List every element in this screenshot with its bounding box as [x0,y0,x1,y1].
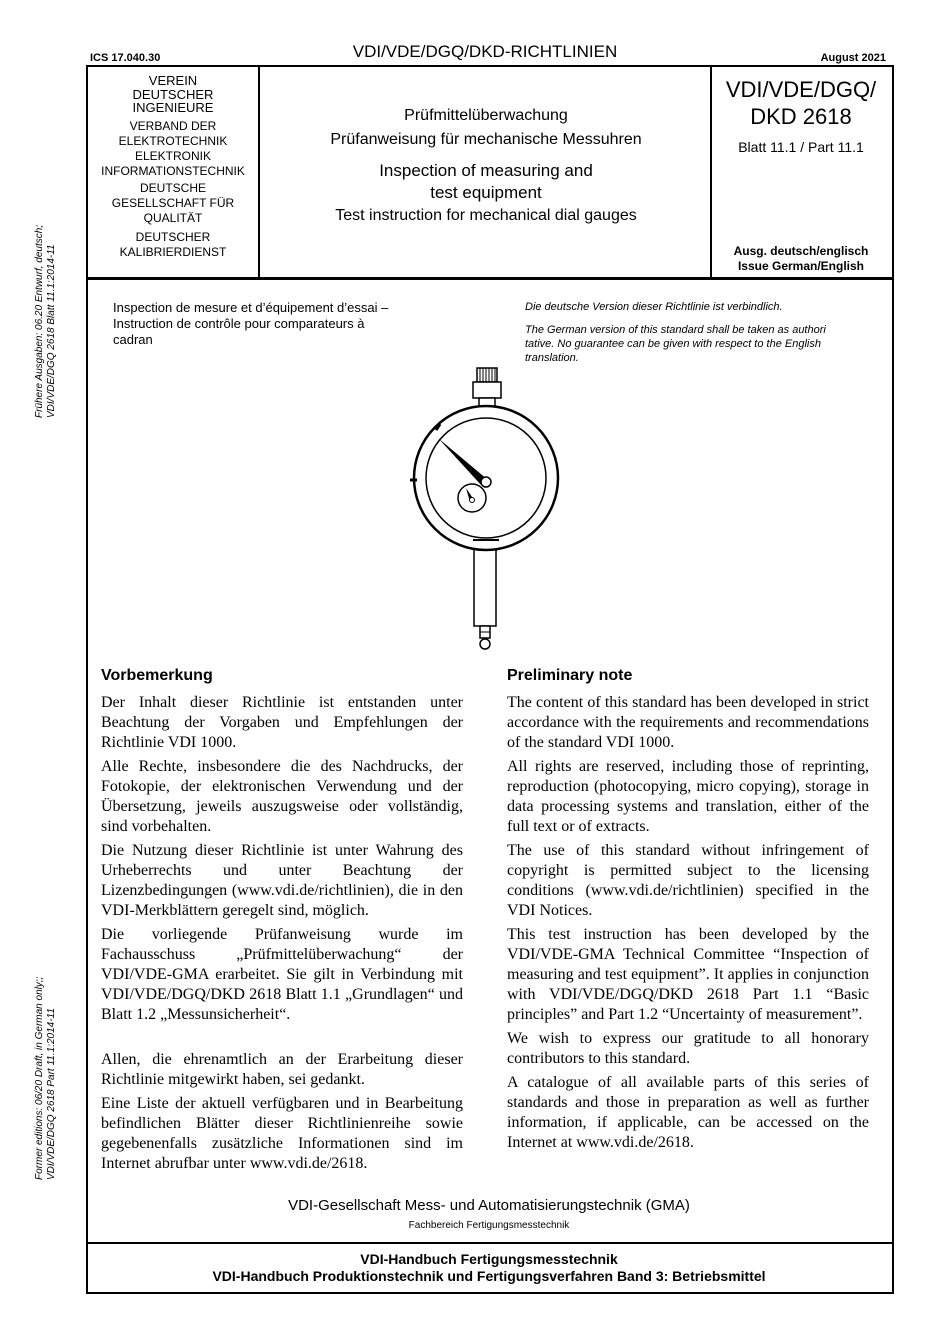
preface-de-p4: Die vorliegende Prüfanweisung wurde im Fachausschuss „Prüfmittelüberwachung“ der VDI/VDE-GMA erarbeitet. Sie gilt in Verbindung mit VDI/VDE/DGQ/DKD 2618 Blatt 1.1 „Grundlagen“ und Blatt 1.2 „Messunsicherheit“. [101,926,463,1023]
validity-note-de: Die deutsche Version dieser Richtlinie ist verbindlich. [525,301,783,313]
preface-en-p1: The content of this standard has been developed in strict accordance with the requirements and recommendations of the standard VDI 1000. [507,694,869,751]
preface-de-p5: Allen, die ehrenamtlich an der Erarbeitung dieser Richtlinie mitgewirkt haben, sei gedankt. [101,1051,463,1088]
preface-de [101,666,463,1178]
preface-de-p6: Eine Liste der aktuell verfügbaren und in Bearbeitung befindlichen Blätter dieser Richtlinienreihe sowie gegebenenfalls zusätzliche Informationen sind im Internet abrufbar unter www.vdi.de/2618. [101,1095,463,1172]
validity-note-en: The German version of this standard shall be taken as authori tative. No guarantee can be given with respect to the English translation. [525,324,826,364]
publisher-dkd: DEUTSCHER KALIBRIERDIENST [119,229,227,259]
publisher-vdi: VEREIN DEUTSCHER INGENIEURE [132,73,214,115]
title-de-main: Prüfmittelüberwachung [404,107,568,124]
title-block [262,106,710,226]
publisher-dgq: DEUTSCHE GESELLSCHAFT FÜR QUALITÄT [111,180,235,225]
title-en-sub: Test instruction for mechanical dial gauges [335,207,637,224]
french-title: Inspection de mesure et d’équipement d’essai – Instruction de contrôle pour comparateurs à cadran [113,300,389,347]
issue-language: Ausg. deutsch/englisch Issue German/English [733,244,869,273]
dial-gauge-illustration [400,362,580,657]
preface-en-p2: All rights are reserved, including those of reprinting, reproduction (photocopying, micro copying), storage in data processing systems and translation, either of the full text or of extracts. [507,758,869,835]
preface-en [507,666,869,1157]
preface-en-heading: Preliminary note [507,667,633,684]
preface-de-heading: Vorbemerkung [101,667,213,684]
document-part: Blatt 11.1 / Part 11.1 [738,139,864,155]
society-name: VDI-Gesellschaft Mess- und Automatisierungstechnik (GMA) [288,1197,690,1214]
header-divider-left [258,66,260,278]
header-bottom-rule [86,277,894,280]
former-editions-en: Former editions: 06/20 Draft, in German only;; VDI/VDE/DGQ 2618 Part 11.1:2014-11 [34,976,57,1180]
top-knob [473,368,501,408]
preface-de-p2: Alle Rechte, insbesondere die des Nachdrucks, der Fotokopie, der elektronischen Verwendung und der Übersetzung, jeweils auszugsweise oder vollständig, sind vorbehalten. [101,758,463,835]
publication-date: August 2021 [820,52,886,64]
document-number: VDI/VDE/DGQ/ DKD 2618 [725,77,877,129]
measuring-stem [474,540,496,649]
preface-en-p6: A catalogue of all available parts of this series of standards and those in preparation as well as further information, if applicable, can be accessed on the Internet at www.vdi.de/2618. [507,1074,869,1151]
preface-de-p1: Der Inhalt dieser Richtlinie ist entstanden unter Beachtung der Vorgaben und Empfehlungen der Richtlinie VDI 1000. [101,694,463,751]
preface-en-p4: This test instruction has been developed by the VDI/VDE-GMA Technical Committee “Inspection of measuring and test equipment”. It applies in conjunction with VDI/VDE/DGQ/DKD 2618 Part 1.1 “Basic principles” and Part 1.2 “Uncertainty of measurement”. [507,926,869,1023]
docnum-block [712,76,890,156]
handbook-line-1: VDI-Handbuch Fertigungsmesstechnik [360,1251,618,1267]
handbook-line-2: VDI-Handbuch Produktionstechnik und Fertigungsverfahren Band 3: Betriebsmittel [212,1268,766,1284]
title-en-main: Inspection of measuring and test equipment [379,161,593,202]
validity-note [525,300,880,365]
handbook-top-rule [86,1242,894,1244]
series-title: VDI/VDE/DGQ/DKD-RICHTLINIEN [352,42,618,61]
publisher-block [88,74,258,260]
preface-en-p3: The use of this standard without infringement of copyright is permitted subject to the licensing conditions (www.vdi.de/richtlinien) specified in the VDI Notices. [507,842,869,919]
society-division: Fachbereich Fertigungsmesstechnik [408,1220,570,1231]
ics-code: ICS 17.040.30 [90,52,161,64]
publisher-vde: VERBAND DER ELEKTROTECHNIK ELEKTRONIK INFORMATIONSTECHNIK [101,118,245,178]
preface-de-p3: Die Nutzung dieser Richtlinie ist unter Wahrung des Urheberrechts und unter Beachtung der Lizenzbedingungen (www.vdi.de/richtlinien), die in den VDI-Merkblättern geregelt sind, möglich. [101,842,463,919]
former-editions-de: Frühere Ausgaben: 06.20 Entwurf, deutsch; VDI/VDE/DGQ 2618 Blatt 11.1:2014-11 [34,224,57,418]
handbook-block [88,1251,890,1285]
title-de-sub: Prüfanweisung für mechanische Messuhren [330,131,642,148]
preface-en-p5: We wish to express our gratitude to all honorary contributors to this standard. [507,1030,869,1067]
